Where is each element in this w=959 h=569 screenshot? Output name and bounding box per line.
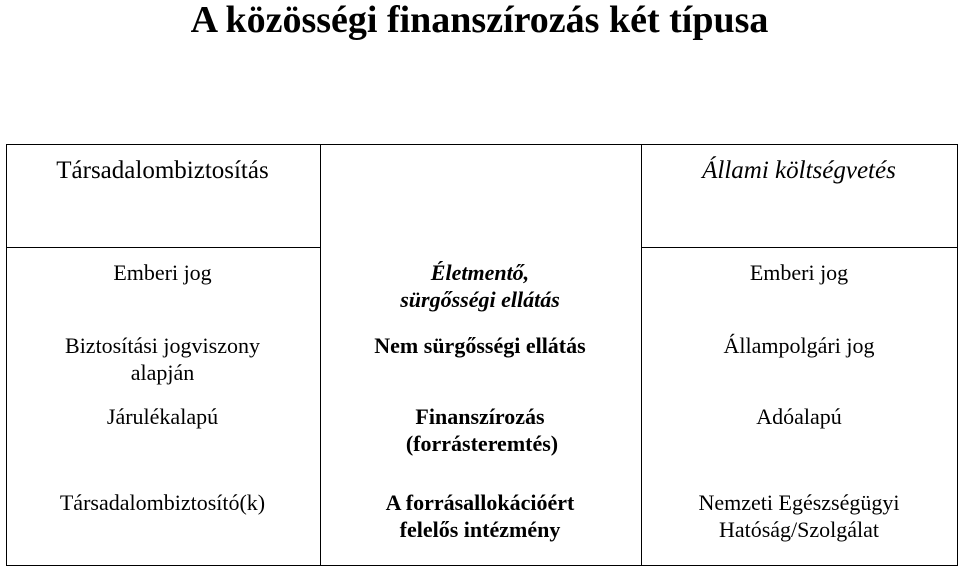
row3-middle [320,403,640,457]
row4-left: Társadalombiztosító(k) [59,490,266,515]
header-divider-left [7,247,320,248]
row1-middle-line1: Életmentő, [430,260,530,285]
row3-left: Járulékalapú [106,404,219,429]
row4-middle [320,489,640,543]
row1-right: Emberi jog [749,260,849,285]
row4-right-line1: Nemzeti Egészségügyi [698,490,900,515]
row4-right-line2: Hatóság/Szolgálat [718,517,880,542]
header-divider-right [641,247,957,248]
row4-right [640,489,958,543]
row4-middle-line1: A forrásallokációért [385,490,575,515]
header-state-budget: Állami költségvetés [702,157,896,184]
row4-middle-line2: felelős intézmény [399,517,561,542]
row2-right: Állampolgári jog [723,333,875,358]
row2-left-line1: Biztosítási jogviszony [65,333,260,358]
row1-middle-line2: sürgősségi ellátás [400,287,560,312]
row2-middle: Nem sürgősségi ellátás [374,333,586,358]
row2-left-line2: alapján [130,360,195,385]
header-social-insurance: Társadalombiztosítás [56,157,269,184]
row3-middle-line2: (forrásteremtés) [405,431,559,456]
row1-left: Emberi jog [113,260,212,285]
row1-middle [320,259,640,313]
row2-left [6,332,319,386]
page-title: A közösségi finanszírozás két típusa [190,0,769,41]
row3-middle-line1: Finanszírozás [415,404,545,429]
row3-right: Adóalapú [756,404,842,429]
